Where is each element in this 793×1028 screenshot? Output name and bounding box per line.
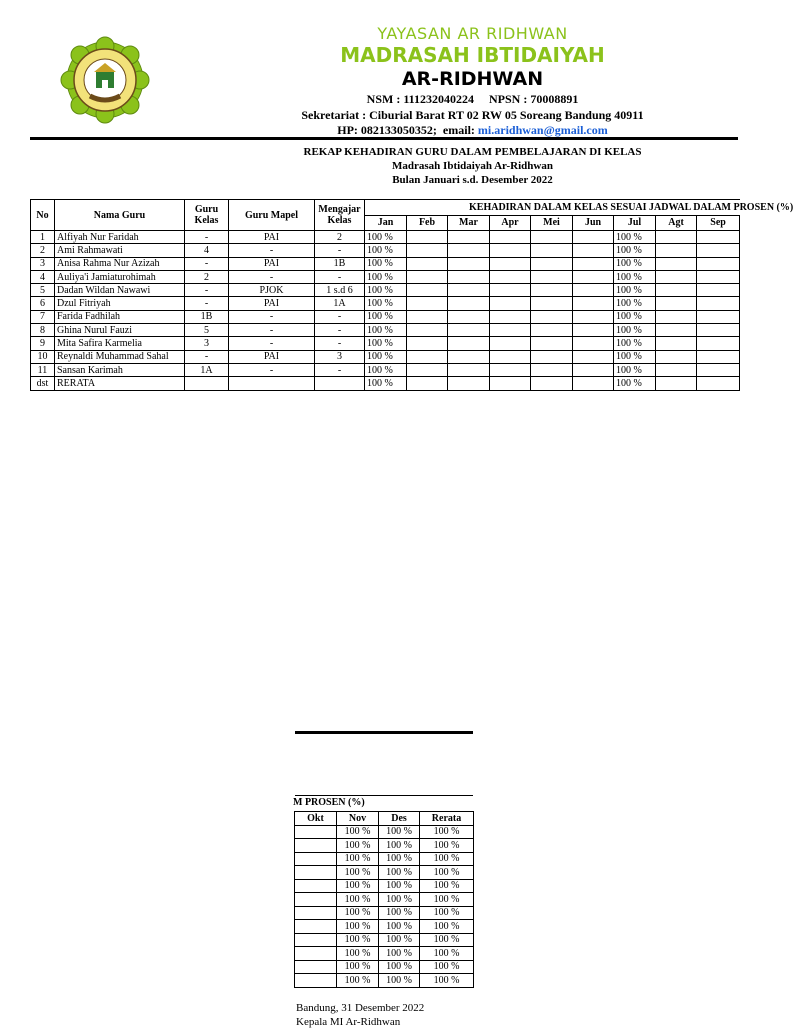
cell-mapel: PAI	[229, 231, 315, 244]
cell-mengajar	[315, 377, 365, 390]
cell-empty	[448, 244, 490, 257]
cell-empty	[531, 337, 573, 350]
table-row	[295, 879, 474, 893]
cell-empty	[531, 231, 573, 244]
cell-mapel: -	[229, 363, 315, 376]
cell-empty	[531, 270, 573, 283]
header-rerata: Rerata	[420, 812, 474, 826]
cell-nov: 100 %	[337, 933, 379, 947]
cell-empty	[490, 257, 531, 270]
cell-rerata: 100 %	[420, 947, 474, 961]
cell-kelas: -	[185, 231, 229, 244]
cell-empty	[490, 231, 531, 244]
header-attendance-band: KEHADIRAN DALAM KELAS SESUAI JADWAL DALAM PROSEN (%)	[365, 200, 740, 216]
cell-mengajar: 3	[315, 350, 365, 363]
table-row	[31, 363, 740, 376]
cell-empty	[697, 231, 740, 244]
cell-des: 100 %	[379, 920, 420, 934]
cell-okt	[295, 839, 337, 853]
cell-empty	[697, 377, 740, 390]
header-class-teacher: Guru Kelas	[185, 200, 229, 231]
cell-empty	[490, 363, 531, 376]
cell-empty	[448, 257, 490, 270]
cell-okt	[295, 893, 337, 907]
cell-empty	[656, 244, 697, 257]
cell-empty	[531, 377, 573, 390]
cell-empty	[697, 310, 740, 323]
continuation-table	[294, 811, 474, 988]
table-row	[31, 350, 740, 363]
report-period: Bulan Januari s.d. Desember 2022	[392, 174, 553, 186]
cell-jan: 100 %	[365, 244, 407, 257]
cell-kelas: -	[185, 284, 229, 297]
cell-des: 100 %	[379, 947, 420, 961]
cell-des: 100 %	[379, 866, 420, 880]
cell-nov: 100 %	[337, 960, 379, 974]
cell-nov: 100 %	[337, 947, 379, 961]
cell-nov: 100 %	[337, 866, 379, 880]
cell-empty	[407, 324, 448, 337]
cell-kelas: 4	[185, 244, 229, 257]
cell-kelas: 1B	[185, 310, 229, 323]
cell-des: 100 %	[379, 825, 420, 839]
cell-jan: 100 %	[365, 310, 407, 323]
cell-empty	[407, 350, 448, 363]
header-month-sep: Sep	[697, 215, 740, 231]
cell-nov: 100 %	[337, 852, 379, 866]
cell-empty	[573, 231, 614, 244]
table-row	[295, 947, 474, 961]
cell-okt	[295, 933, 337, 947]
cell-rerata: 100 %	[420, 893, 474, 907]
cell-mapel: -	[229, 324, 315, 337]
header-subject-teacher: Guru Mapel	[229, 200, 315, 231]
cell-name: Ami Rahmawati	[55, 244, 185, 257]
cell-mapel: -	[229, 337, 315, 350]
table-row	[295, 920, 474, 934]
signature-place-date: Bandung, 31 Desember 2022	[296, 1002, 425, 1014]
cell-empty	[573, 363, 614, 376]
cell-empty	[407, 284, 448, 297]
cell-rerata: 100 %	[420, 879, 474, 893]
cell-okt	[295, 960, 337, 974]
cell-empty	[697, 270, 740, 283]
cell-empty	[448, 284, 490, 297]
cell-empty	[697, 363, 740, 376]
cell-empty	[531, 363, 573, 376]
cell-empty	[448, 377, 490, 390]
cell-empty	[490, 310, 531, 323]
header-month-jul: Jul	[614, 215, 656, 231]
cell-empty	[697, 337, 740, 350]
cell-rerata: 100 %	[420, 825, 474, 839]
cell-no: 4	[31, 270, 55, 283]
cell-empty	[407, 337, 448, 350]
cell-empty	[697, 257, 740, 270]
header-month-apr: Apr	[490, 215, 531, 231]
cell-kelas	[185, 377, 229, 390]
header-month-jan: Jan	[365, 215, 407, 231]
cell-mengajar: 1 s.d 6	[315, 284, 365, 297]
cell-empty	[407, 363, 448, 376]
cell-empty	[448, 297, 490, 310]
cell-okt	[295, 906, 337, 920]
table-row	[31, 324, 740, 337]
cell-okt	[295, 920, 337, 934]
table-row	[295, 974, 474, 988]
cell-empty	[531, 324, 573, 337]
cell-mengajar: -	[315, 324, 365, 337]
cell-mapel: PAI	[229, 257, 315, 270]
table-row	[295, 933, 474, 947]
cell-no: 1	[31, 231, 55, 244]
cell-empty	[407, 270, 448, 283]
table-row	[31, 270, 740, 283]
report-title: REKAP KEHADIRAN GURU DALAM PEMBELAJARAN DI KELAS	[303, 146, 642, 158]
cell-no: 10	[31, 350, 55, 363]
cell-nov: 100 %	[337, 920, 379, 934]
table-row	[295, 839, 474, 853]
header-des: Des	[379, 812, 420, 826]
cell-empty	[407, 231, 448, 244]
table-row	[295, 825, 474, 839]
cell-kelas: 5	[185, 324, 229, 337]
cell-kelas: 2	[185, 270, 229, 283]
cell-name: Auliya'i Jamiaturohimah	[55, 270, 185, 283]
cell-jul: 100 %	[614, 244, 656, 257]
report-institution: Madrasah Ibtidaiyah Ar-Ridhwan	[392, 160, 553, 172]
table-row	[31, 297, 740, 310]
cell-mapel: PJOK	[229, 284, 315, 297]
cell-empty	[573, 284, 614, 297]
cell-mengajar: -	[315, 270, 365, 283]
cell-empty	[531, 244, 573, 257]
cell-empty	[573, 244, 614, 257]
school-name: AR-RIDHWAN	[401, 68, 544, 90]
cell-empty	[531, 297, 573, 310]
cell-jan: 100 %	[365, 257, 407, 270]
cell-empty	[407, 297, 448, 310]
cell-empty	[407, 257, 448, 270]
cell-jan: 100 %	[365, 350, 407, 363]
cell-empty	[490, 297, 531, 310]
cell-empty	[490, 377, 531, 390]
cell-rerata: 100 %	[420, 839, 474, 853]
cell-empty	[448, 337, 490, 350]
cell-empty	[697, 297, 740, 310]
cell-okt	[295, 825, 337, 839]
cell-name: Reynaldi Muhammad Sahal	[55, 350, 185, 363]
cell-empty	[531, 350, 573, 363]
cell-empty	[531, 284, 573, 297]
cell-mengajar: 1B	[315, 257, 365, 270]
cell-jul: 100 %	[614, 363, 656, 376]
cell-empty	[573, 270, 614, 283]
school-ids: NSM : 111232040224 NPSN : 70008891	[366, 92, 579, 106]
cell-no: 6	[31, 297, 55, 310]
cell-nov: 100 %	[337, 839, 379, 853]
cell-kelas: 3	[185, 337, 229, 350]
cell-name: RERATA	[55, 377, 185, 390]
cell-empty	[531, 310, 573, 323]
header-month-mar: Mar	[448, 215, 490, 231]
header-no: No	[31, 200, 55, 231]
cell-no: 11	[31, 363, 55, 376]
table-row	[31, 244, 740, 257]
cell-empty	[656, 297, 697, 310]
cell-rerata: 100 %	[420, 906, 474, 920]
cell-empty	[407, 310, 448, 323]
cell-empty	[407, 377, 448, 390]
cell-nov: 100 %	[337, 906, 379, 920]
cell-rerata: 100 %	[420, 933, 474, 947]
cell-jul: 100 %	[614, 377, 656, 390]
cell-empty	[573, 337, 614, 350]
cell-rerata: 100 %	[420, 852, 474, 866]
cell-no: 9	[31, 337, 55, 350]
cell-des: 100 %	[379, 839, 420, 853]
table-row	[295, 893, 474, 907]
cell-empty	[490, 244, 531, 257]
header-month-feb: Feb	[407, 215, 448, 231]
cell-name: Sansan Karimah	[55, 363, 185, 376]
cell-empty	[656, 257, 697, 270]
header-teaching-class: Mengajar Kelas	[315, 200, 365, 231]
cell-empty	[448, 270, 490, 283]
table-row	[31, 284, 740, 297]
cell-mengajar: -	[315, 337, 365, 350]
cell-empty	[656, 231, 697, 244]
cell-mapel: -	[229, 270, 315, 283]
cell-empty	[656, 324, 697, 337]
cell-jan: 100 %	[365, 284, 407, 297]
cell-no: 3	[31, 257, 55, 270]
cell-okt	[295, 974, 337, 988]
cell-jul: 100 %	[614, 231, 656, 244]
phone-label: HP: 082133050352; email:	[337, 123, 478, 137]
header-month-mei: Mei	[531, 215, 573, 231]
table-row	[31, 257, 740, 270]
cell-empty	[697, 244, 740, 257]
header-okt: Okt	[295, 812, 337, 826]
cell-empty	[490, 270, 531, 283]
cell-empty	[573, 257, 614, 270]
cell-empty	[656, 363, 697, 376]
cell-empty	[490, 324, 531, 337]
cell-jan: 100 %	[365, 297, 407, 310]
cell-mengajar: 1A	[315, 297, 365, 310]
cell-rerata: 100 %	[420, 974, 474, 988]
signature-role: Kepala MI Ar-Ridhwan	[296, 1016, 401, 1028]
cell-mengajar: 2	[315, 231, 365, 244]
cell-jul: 100 %	[614, 284, 656, 297]
cell-empty	[490, 337, 531, 350]
cell-empty	[656, 270, 697, 283]
table-row	[295, 866, 474, 880]
cell-jul: 100 %	[614, 257, 656, 270]
cell-jan: 100 %	[365, 324, 407, 337]
cell-jul: 100 %	[614, 310, 656, 323]
cell-empty	[697, 324, 740, 337]
cell-name: Dzul Fitriyah	[55, 297, 185, 310]
page-break-rule	[295, 731, 473, 734]
cell-name: Anisa Rahma Nur Azizah	[55, 257, 185, 270]
cell-jul: 100 %	[614, 270, 656, 283]
cell-empty	[448, 350, 490, 363]
cell-des: 100 %	[379, 852, 420, 866]
cell-jul: 100 %	[614, 324, 656, 337]
cell-okt	[295, 879, 337, 893]
cell-mapel	[229, 377, 315, 390]
cell-empty	[656, 377, 697, 390]
cell-okt	[295, 947, 337, 961]
cell-empty	[656, 350, 697, 363]
cell-mapel: -	[229, 244, 315, 257]
cell-okt	[295, 866, 337, 880]
cell-kelas: -	[185, 350, 229, 363]
school-logo	[60, 38, 150, 122]
cell-empty	[573, 377, 614, 390]
cell-mengajar: -	[315, 244, 365, 257]
cell-jul: 100 %	[614, 350, 656, 363]
cell-des: 100 %	[379, 879, 420, 893]
continuation-title: M PROSEN (%)	[293, 797, 365, 808]
cell-empty	[656, 284, 697, 297]
cell-empty	[573, 310, 614, 323]
cell-name: Dadan Wildan Nawawi	[55, 284, 185, 297]
header-divider	[30, 137, 738, 140]
cell-no: 5	[31, 284, 55, 297]
cell-des: 100 %	[379, 974, 420, 988]
cell-rerata: 100 %	[420, 960, 474, 974]
cell-empty	[531, 257, 573, 270]
cell-des: 100 %	[379, 960, 420, 974]
header-nov: Nov	[337, 812, 379, 826]
cell-des: 100 %	[379, 906, 420, 920]
attendance-table	[30, 199, 793, 391]
foundation-name: YAYASAN AR RIDHWAN	[377, 24, 568, 43]
table-row	[31, 310, 740, 323]
table-row	[31, 377, 740, 390]
school-address: Sekretariat : Ciburial Barat RT 02 RW 05 Soreang Bandung 40911	[301, 108, 644, 122]
cell-empty	[490, 284, 531, 297]
table-row	[295, 852, 474, 866]
cell-des: 100 %	[379, 893, 420, 907]
cell-no: 7	[31, 310, 55, 323]
cell-jul: 100 %	[614, 337, 656, 350]
cell-jan: 100 %	[365, 270, 407, 283]
cell-empty	[448, 310, 490, 323]
cell-no: 2	[31, 244, 55, 257]
cell-empty	[573, 297, 614, 310]
table-row	[31, 337, 740, 350]
cell-okt	[295, 852, 337, 866]
table-row	[295, 906, 474, 920]
cell-rerata: 100 %	[420, 920, 474, 934]
cell-no: dst	[31, 377, 55, 390]
cell-empty	[573, 350, 614, 363]
cell-name: Farida Fadhilah	[55, 310, 185, 323]
continuation-top-rule	[295, 795, 473, 796]
cell-kelas: -	[185, 297, 229, 310]
table-row	[295, 960, 474, 974]
header-month-jun: Jun	[573, 215, 614, 231]
cell-empty	[697, 284, 740, 297]
cell-empty	[697, 350, 740, 363]
cell-empty	[448, 324, 490, 337]
cell-empty	[656, 310, 697, 323]
cell-jul: 100 %	[614, 297, 656, 310]
header-month-agt: Agt	[656, 215, 697, 231]
cell-kelas: 1A	[185, 363, 229, 376]
cell-nov: 100 %	[337, 893, 379, 907]
contact-line	[290, 123, 655, 138]
school-type: MADRASAH IBTIDAIYAH	[340, 43, 605, 67]
cell-name: Mita Safira Karmelia	[55, 337, 185, 350]
cell-empty	[448, 231, 490, 244]
cell-empty	[573, 324, 614, 337]
cell-empty	[656, 337, 697, 350]
cell-empty	[448, 363, 490, 376]
cell-jan: 100 %	[365, 377, 407, 390]
header-name: Nama Guru	[55, 200, 185, 231]
cell-empty	[490, 350, 531, 363]
cell-rerata: 100 %	[420, 866, 474, 880]
cell-mengajar: -	[315, 310, 365, 323]
cell-name: Alfiyah Nur Faridah	[55, 231, 185, 244]
cell-jan: 100 %	[365, 337, 407, 350]
cell-name: Ghina Nurul Fauzi	[55, 324, 185, 337]
cell-nov: 100 %	[337, 825, 379, 839]
email-link[interactable]: mi.aridhwan@gmail.com	[477, 123, 608, 137]
cell-no: 8	[31, 324, 55, 337]
cell-des: 100 %	[379, 933, 420, 947]
cell-kelas: -	[185, 257, 229, 270]
cell-mengajar: -	[315, 363, 365, 376]
cell-jan: 100 %	[365, 231, 407, 244]
cell-nov: 100 %	[337, 879, 379, 893]
cell-jan: 100 %	[365, 363, 407, 376]
cell-mapel: -	[229, 310, 315, 323]
cell-mapel: PAI	[229, 350, 315, 363]
cell-empty	[407, 244, 448, 257]
cell-mapel: PAI	[229, 297, 315, 310]
table-row	[31, 231, 740, 244]
cell-nov: 100 %	[337, 974, 379, 988]
